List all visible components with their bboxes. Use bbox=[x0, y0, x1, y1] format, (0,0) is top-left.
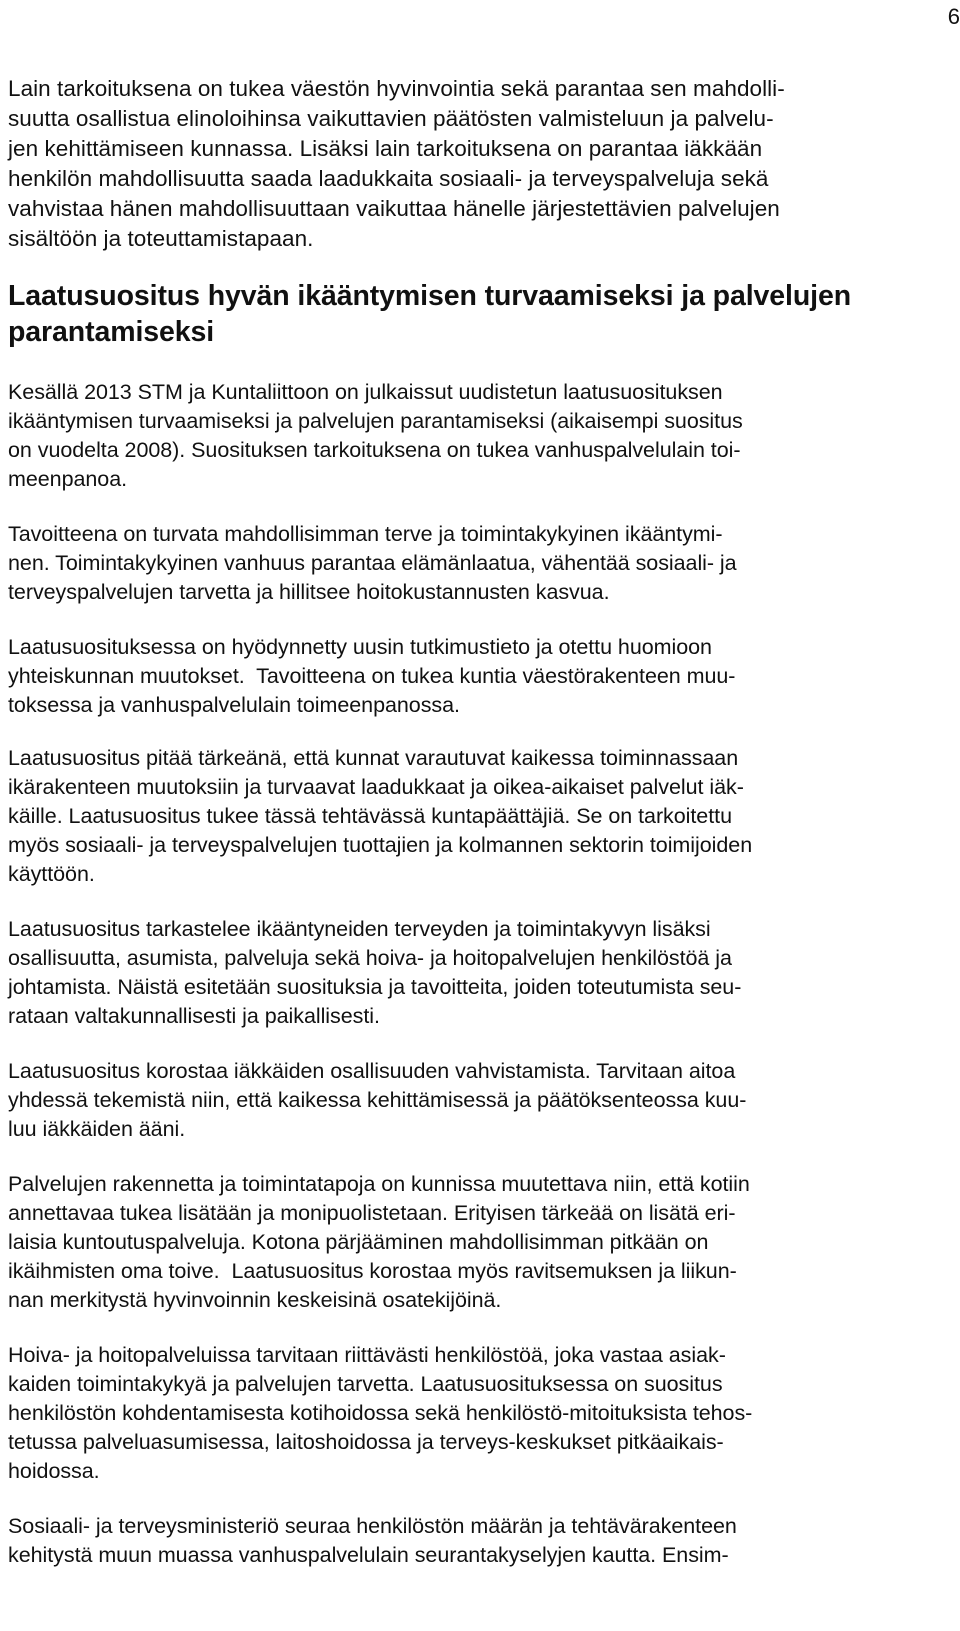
text-line: parantamiseksi bbox=[8, 316, 215, 348]
text-line: johtamista. Näistä esitetään suosituksia ja tavoitteita, joiden toteutumista seu- bbox=[8, 975, 742, 999]
text-line: on vuodelta 2008). Suosituksen tarkoituksena on tukea vanhuspalvelulain toi- bbox=[8, 438, 741, 462]
text-line: Kesällä 2013 STM ja Kuntaliittoon on julkaissut uudistetun laatusuosituksen bbox=[8, 380, 723, 404]
text-line: ikäihmisten oma toive. Laatusuositus korostaa myös ravitsemuksen ja liikun- bbox=[8, 1259, 737, 1283]
text-line: tetussa palveluasumisessa, laitoshoidossa ja terveys-keskukset pitkäaikais- bbox=[8, 1430, 724, 1454]
text-line: ikääntymisen turvaamiseksi ja palvelujen parantamiseksi (aikaisempi suositus bbox=[8, 409, 743, 433]
text-line: yhdessä tekemistä niin, että kaikessa kehittämisessä ja päätöksenteossa kuu- bbox=[8, 1088, 747, 1112]
text-line: kaiden toimintakykyä ja palvelujen tarvetta. Laatusuosituksessa on suositus bbox=[8, 1372, 723, 1396]
text-line: käyttöön. bbox=[8, 862, 95, 886]
text-line: terveyspalvelujen tarvetta ja hillitsee hoitokustannusten kasvua. bbox=[8, 580, 610, 604]
text-line: Tavoitteena on turvata mahdollisimman terve ja toimintakykyinen ikääntymi- bbox=[8, 522, 723, 546]
body-paragraph bbox=[8, 1341, 956, 1486]
text-line: ikärakenteen muutoksiin ja turvaavat laadukkaat ja oikea-aikaiset palvelut iäk- bbox=[8, 775, 744, 799]
text-line: nen. Toimintakykyinen vanhuus parantaa elämänlaatua, vähentää sosiaali- ja bbox=[8, 551, 737, 575]
text-line: myös sosiaali- ja terveyspalvelujen tuottajien ja kolmannen sektorin toimijoiden bbox=[8, 833, 753, 857]
text-line: Lain tarkoituksena on tukea väestön hyvinvointia sekä parantaa sen mahdolli- bbox=[8, 76, 785, 101]
text-line: Laatusuosituksessa on hyödynnetty uusin tutkimustieto ja otettu huomioon bbox=[8, 635, 712, 659]
text-line: suutta osallistua elinoloihinsa vaikuttavien päätösten valmisteluun ja palvelu- bbox=[8, 106, 774, 131]
text-line: laisia kuntoutuspalveluja. Kotona pärjääminen mahdollisimman pitkään on bbox=[8, 1230, 709, 1254]
text-line: yhteiskunnan muutokset. Tavoitteena on tukea kuntia väestörakenteen muu- bbox=[8, 664, 736, 688]
text-line: Laatusuositus tarkastelee ikääntyneiden terveyden ja toimintakyvyn lisäksi bbox=[8, 917, 711, 941]
text-line: nan merkitystä hyvinvoinnin keskeisinä osatekijöinä. bbox=[8, 1288, 502, 1312]
text-line: annettavaa tukea lisätään ja monipuolistetaan. Erityisen tärkeää on lisätä eri- bbox=[8, 1201, 736, 1225]
body-paragraph bbox=[8, 378, 956, 494]
text-line: henkilöstön kohdentamisesta kotihoidossa sekä henkilöstö-mitoituksista tehos- bbox=[8, 1401, 753, 1425]
body-paragraph bbox=[8, 915, 956, 1031]
text-line: Laatusuositus hyvän ikääntymisen turvaamiseksi ja palvelujen bbox=[8, 280, 852, 312]
text-line: sisältöön ja toteuttamistapaan. bbox=[8, 226, 314, 251]
body-paragraph bbox=[8, 744, 956, 889]
page-number: 6 bbox=[947, 4, 960, 29]
text-line: toksessa ja vanhuspalvelulain toimeenpanossa. bbox=[8, 693, 460, 717]
text-line: Laatusuositus pitää tärkeänä, että kunnat varautuvat kaikessa toiminnassaan bbox=[8, 746, 739, 770]
text-line: rataan valtakunnallisesti ja paikallisesti. bbox=[8, 1004, 380, 1028]
text-line: käille. Laatusuositus tukee tässä tehtävässä kuntapäättäjiä. Se on tarkoitettu bbox=[8, 804, 732, 828]
text-line: vahvistaa hänen mahdollisuuttaan vaikuttaa hänelle järjestettävien palvelujen bbox=[8, 196, 780, 221]
body-paragraph bbox=[8, 1170, 956, 1315]
body-paragraph bbox=[8, 633, 956, 720]
text-line: kehitystä muun muassa vanhuspalvelulain seurantakyselyjen kautta. Ensim- bbox=[8, 1543, 729, 1567]
text-line: henkilön mahdollisuutta saada laadukkaita sosiaali- ja terveyspalveluja sekä bbox=[8, 166, 769, 191]
paragraph-list bbox=[8, 378, 956, 1570]
text-line: Palvelujen rakennetta ja toimintatapoja on kunnissa muutettava niin, että kotiin bbox=[8, 1172, 750, 1196]
document-body bbox=[8, 74, 956, 1570]
text-line: luu iäkkäiden ääni. bbox=[8, 1117, 186, 1141]
text-line: hoidossa. bbox=[8, 1459, 100, 1483]
text-line: meenpanoa. bbox=[8, 467, 128, 491]
body-paragraph bbox=[8, 520, 956, 607]
intro-paragraph bbox=[8, 74, 956, 254]
text-line: osallisuutta, asumista, palveluja sekä hoiva- ja hoitopalvelujen henkilöstöä ja bbox=[8, 946, 732, 970]
text-line: Sosiaali- ja terveysministeriö seuraa henkilöstön määrän ja tehtävärakenteen bbox=[8, 1514, 737, 1538]
text-line: Hoiva- ja hoitopalveluissa tarvitaan riittävästi henkilöstöä, joka vastaa asiak- bbox=[8, 1343, 726, 1367]
body-paragraph bbox=[8, 1512, 956, 1570]
body-paragraph bbox=[8, 1057, 956, 1144]
text-line: jen kehittämiseen kunnassa. Lisäksi lain tarkoituksena on parantaa iäkkään bbox=[8, 136, 763, 161]
section-heading bbox=[8, 278, 956, 350]
text-line: Laatusuositus korostaa iäkkäiden osallisuuden vahvistamista. Tarvitaan aitoa bbox=[8, 1059, 736, 1083]
